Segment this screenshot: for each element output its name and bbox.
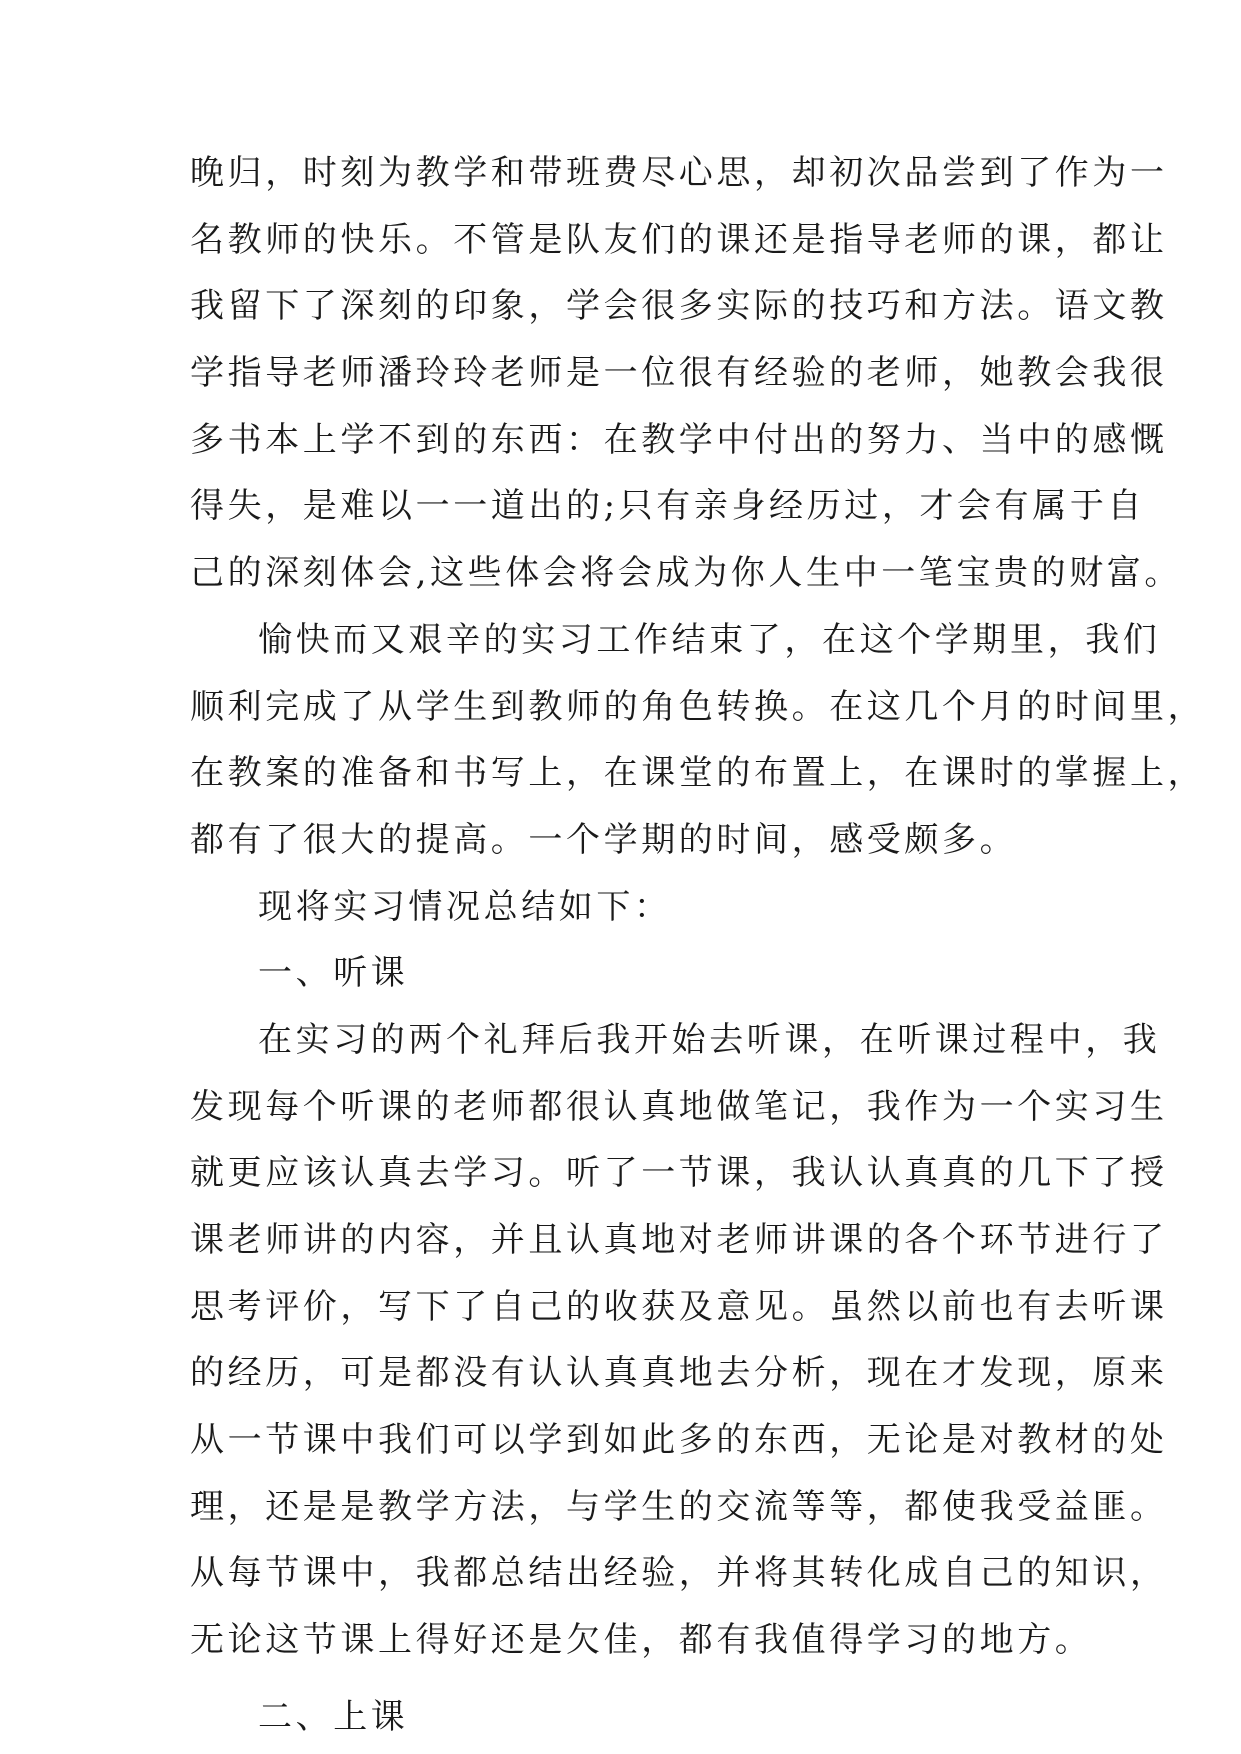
text-line: 在教案的准备和书写上，在课堂的布置上，在课时的掌握上， [190,753,1206,794]
text-line: 就更应该认真去学习。听了一节课，我认认真真的几下了授 [190,1153,1168,1194]
text-line: 的经历，可是都没有认认真真地去分析，现在才发现，原来 [190,1353,1168,1394]
text-line: 从一节课中我们可以学到如此多的东西，无论是对教材的处 [190,1420,1168,1461]
text-line: 无论这节课上得好还是欠佳，都有我值得学习的地方。 [190,1620,1093,1661]
text-line: 课老师讲的内容，并且认真地对老师讲课的各个环节进行了 [190,1220,1168,1260]
text-line: 己的深刻体会,这些体会将会成为你人生中一笔宝贵的财富。 [190,553,1183,594]
paragraph-first-line: 愉快而又艰辛的实习工作结束了，在这个学期里，我们 [258,619,1161,660]
text-line: 我留下了深刻的印象，学会很多实际的技巧和方法。语文教 [190,286,1168,327]
text-line: 理，还是是教学方法，与学生的交流等等，都使我受益匪。 [190,1486,1168,1527]
text-line: 晚归，时刻为教学和带班费尽心思，却初次品尝到了作为一 [190,153,1168,193]
text-line: 名教师的快乐。不管是队友们的课还是指导老师的课，都让 [190,219,1168,260]
paragraph-first-line: 现将实习情况总结如下： [258,886,672,927]
document-body [190,140,1206,1751]
text-line: 学指导老师潘玲玲老师是一位很有经验的老师，她教会我很 [190,353,1168,394]
text-line: 顺利完成了从学生到教师的角色转换。在这几个月的时间里， [190,686,1206,727]
text-line: 得失，是难以一一道出的;只有亲身经历过，才会有属于自 [190,486,1146,527]
text-line: 都有了很大的提高。一个学期的时间，感受颇多。 [190,819,1018,860]
section-heading: 二、上课 [258,1696,409,1737]
text-line: 思考评价，写下了自己的收获及意见。虽然以前也有去听课 [190,1286,1168,1327]
text-line: 从每节课中，我都总结出经验，并将其转化成自己的知识， [190,1553,1168,1594]
paragraph-first-line: 在实习的两个礼拜后我开始去听课，在听课过程中，我 [258,1019,1161,1060]
section-heading: 一、听课 [258,953,409,994]
text-line: 发现每个听课的老师都很认真地做笔记，我作为一个实习生 [190,1086,1168,1127]
text-line: 多书本上学不到的东西：在教学中付出的努力、当中的感慨 [190,419,1168,460]
